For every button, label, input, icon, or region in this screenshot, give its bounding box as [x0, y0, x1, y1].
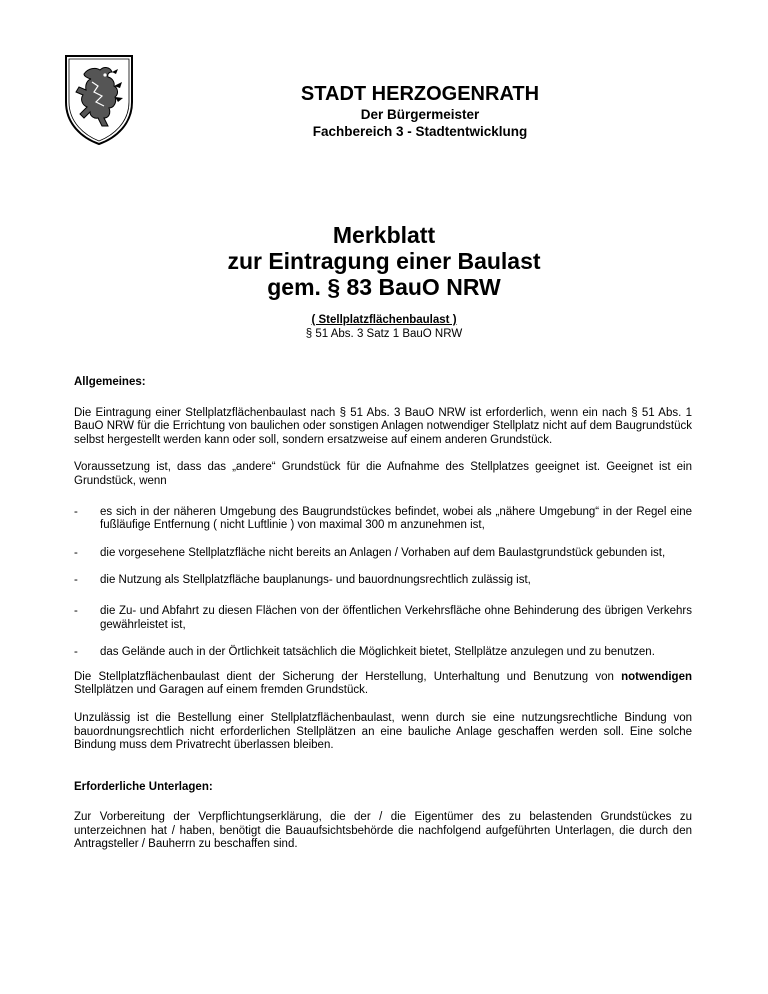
section-heading-general: Allgemeines: — [74, 376, 146, 388]
letterhead — [240, 82, 600, 140]
paragraph-general-1: Die Eintragung einer Stellplatzflächenbaulast nach § 51 Abs. 3 BauO NRW ist erforderlich, wenn ein nach § 51 Abs. 1 BauO NRW für die Errichtung von baulichen oder sonstigen Anlagen notwendiger Stellplatz nicht auf dem Baugrundstück selbst hergestellt werden kann oder soll, sondern ersatzweise auf einem anderen Grundstück. — [74, 406, 692, 446]
document-body — [74, 376, 692, 852]
list-item — [74, 574, 692, 588]
list-item — [74, 506, 692, 533]
paragraph-text: Die Stellplatzflächenbaulast dient der Sicherung der Herstellung, Unterhaltung und Benutzung von — [74, 670, 622, 683]
emphasis-notwendigen: notwendigen — [621, 670, 692, 683]
list-dash: - — [74, 574, 78, 587]
list-item-text: die Nutzung als Stellplatzfläche bauplanungs- und bauordnungsrechtlich zulässig ist, — [100, 574, 531, 587]
list-dash: - — [74, 505, 78, 518]
paragraph-documents-1: Zur Vorbereitung der Verpflichtungserklärung, die der / die Eigentümer des zu belastenden Grundstückes zu unterzeichnen hat / haben, benötigt die Bauaufsichtsbehörde die nachfolgend aufgeführten Unterlagen, die durch den Antragsteller / Bauherrn zu beschaffen sind. — [74, 811, 692, 851]
list-item-text: die Zu- und Abfahrt zu diesen Flächen von der öffentlichen Verkehrsfläche ohne Behinderung des übrigen Verkehrs gewährleistet ist, — [100, 604, 692, 631]
list-dash: - — [74, 546, 78, 559]
list-item — [74, 547, 692, 561]
legal-reference: § 51 Abs. 3 Satz 1 BauO NRW — [305, 328, 463, 340]
title-line-1: Merkblatt — [332, 222, 436, 248]
list-item-text: das Gelände auch in der Örtlichkeit tatsächlich die Möglichkeit bietet, Stellplätze anzulegen und zu benutzen. — [100, 646, 655, 659]
title-line-3: gem. § 83 BauO NRW — [267, 274, 501, 300]
list-dash: - — [74, 646, 78, 659]
document-subtitle — [234, 313, 534, 341]
paragraph-general-3 — [74, 671, 692, 698]
city-name: STADT HERZOGENRATH — [300, 83, 540, 105]
baulast-type: ( Stellplatzflächenbaulast ) — [311, 314, 457, 326]
list-dash: - — [74, 604, 78, 617]
list-item-text: es sich in der näheren Umgebung des Baugrundstückes befindet, wobei als „nähere Umgebung“ in der Regel eine fußläufige Entfernung ( nicht Luftlinie ) von maximal 300 m anzunehmen ist, — [100, 505, 692, 532]
list-item — [74, 605, 692, 632]
document-title — [184, 222, 584, 300]
section-heading-documents: Erforderliche Unterlagen: — [74, 780, 213, 793]
paragraph-general-4: Unzulässig ist die Bestellung einer Stellplatzflächenbaulast, wenn durch sie eine nutzungsrechtliche Bindung von bauordnungsrechtlich nicht erforderlichen Stellplätzen an eine bauliche Anlage geschaffen werden soll. Eine solche Bindung muss dem Privatrecht überlassen bleiben. — [74, 711, 692, 752]
paragraph-text: Stellplätzen und Garagen auf einem fremden Grundstück. — [74, 684, 369, 697]
city-crest-icon — [62, 52, 136, 146]
office-name: Der Bürgermeister — [360, 107, 480, 122]
title-line-2: zur Eintragung einer Baulast — [227, 248, 541, 274]
list-item-text: die vorgesehene Stellplatzfläche nicht bereits an Anlagen / Vorhaben auf dem Baulastgrundstück gebunden ist, — [100, 546, 666, 559]
list-item — [74, 646, 692, 660]
department-name: Fachbereich 3 - Stadtentwicklung — [312, 124, 528, 139]
paragraph-general-2: Voraussetzung ist, dass das „andere“ Grundstück für die Aufnahme des Stellplatzes geeignet ist. Geeignet ist ein Grundstück, wenn — [74, 461, 692, 487]
